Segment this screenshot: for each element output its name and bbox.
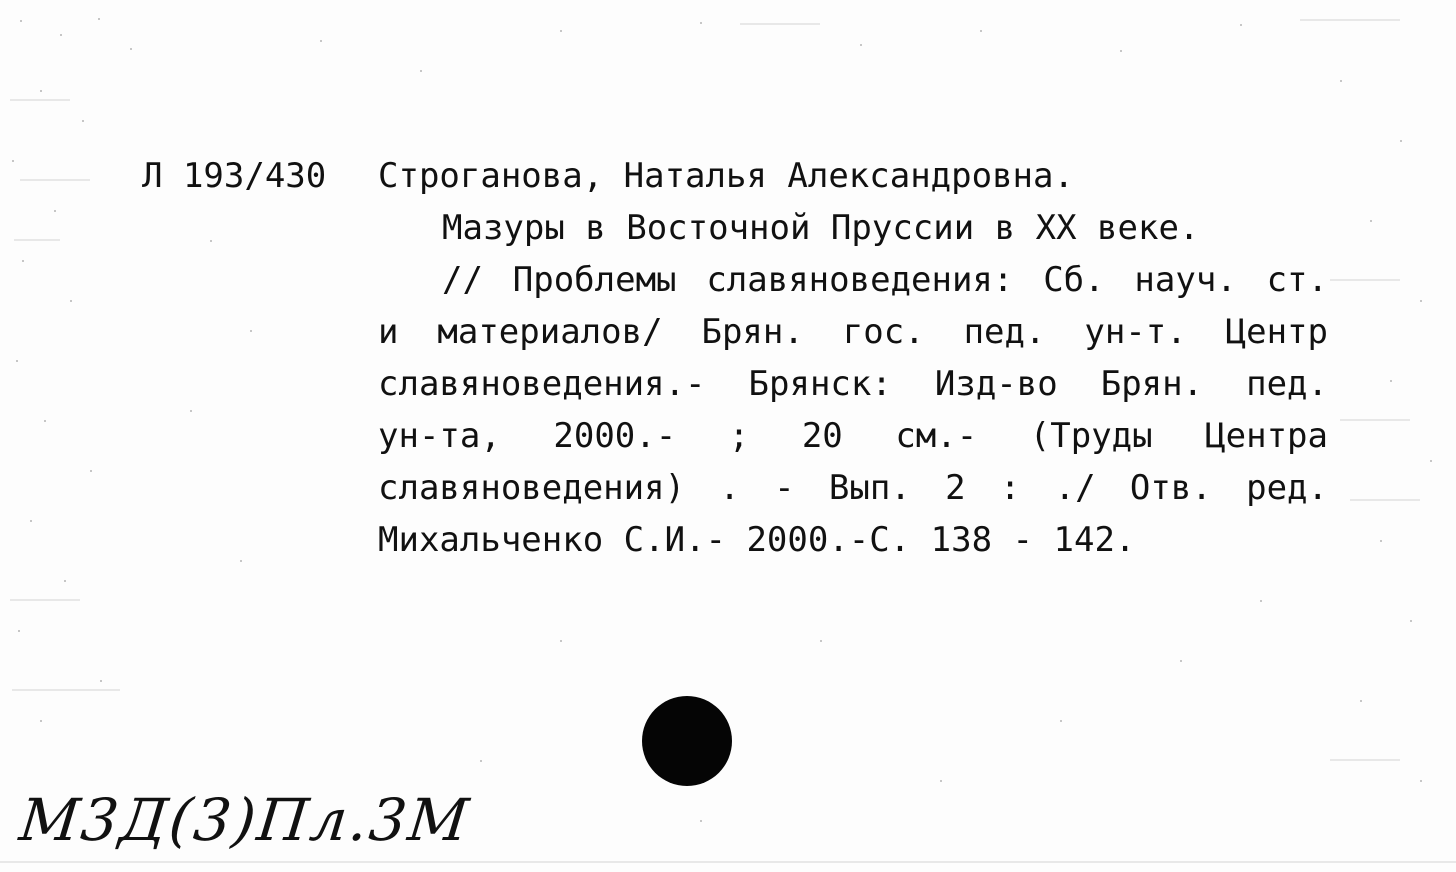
handwritten-classification-code: М3Д(3)Пл.3М [16, 786, 474, 854]
entry-series-line: ун-та, 2000.- ; 20 см.- (Труды Центра [378, 416, 1328, 456]
entry-pages-line: Михальченко С.И.- 2000.-С. 138 - 142. [378, 520, 1136, 560]
entry-issue-line: славяноведения) . - Вып. 2 : ./ Отв. ред. [378, 468, 1328, 508]
entry-title: Мазуры в Восточной Пруссии в XX веке. [442, 208, 1200, 248]
entry-place-line: славяноведения.- Брянск: Изд-во Брян. пед. [378, 364, 1328, 404]
bibliographic-entry [378, 150, 1328, 566]
entry-publisher-line: и материалов/ Брян. гос. пед. ун-т. Центр [378, 312, 1328, 352]
entry-author: Строганова, Наталья Александровна. [378, 156, 1074, 196]
shelfmark: Л 193/430 [142, 156, 327, 196]
entry-source-line: // Проблемы славяноведения: Сб. науч. ст. [442, 260, 1328, 300]
punch-hole [642, 696, 732, 786]
